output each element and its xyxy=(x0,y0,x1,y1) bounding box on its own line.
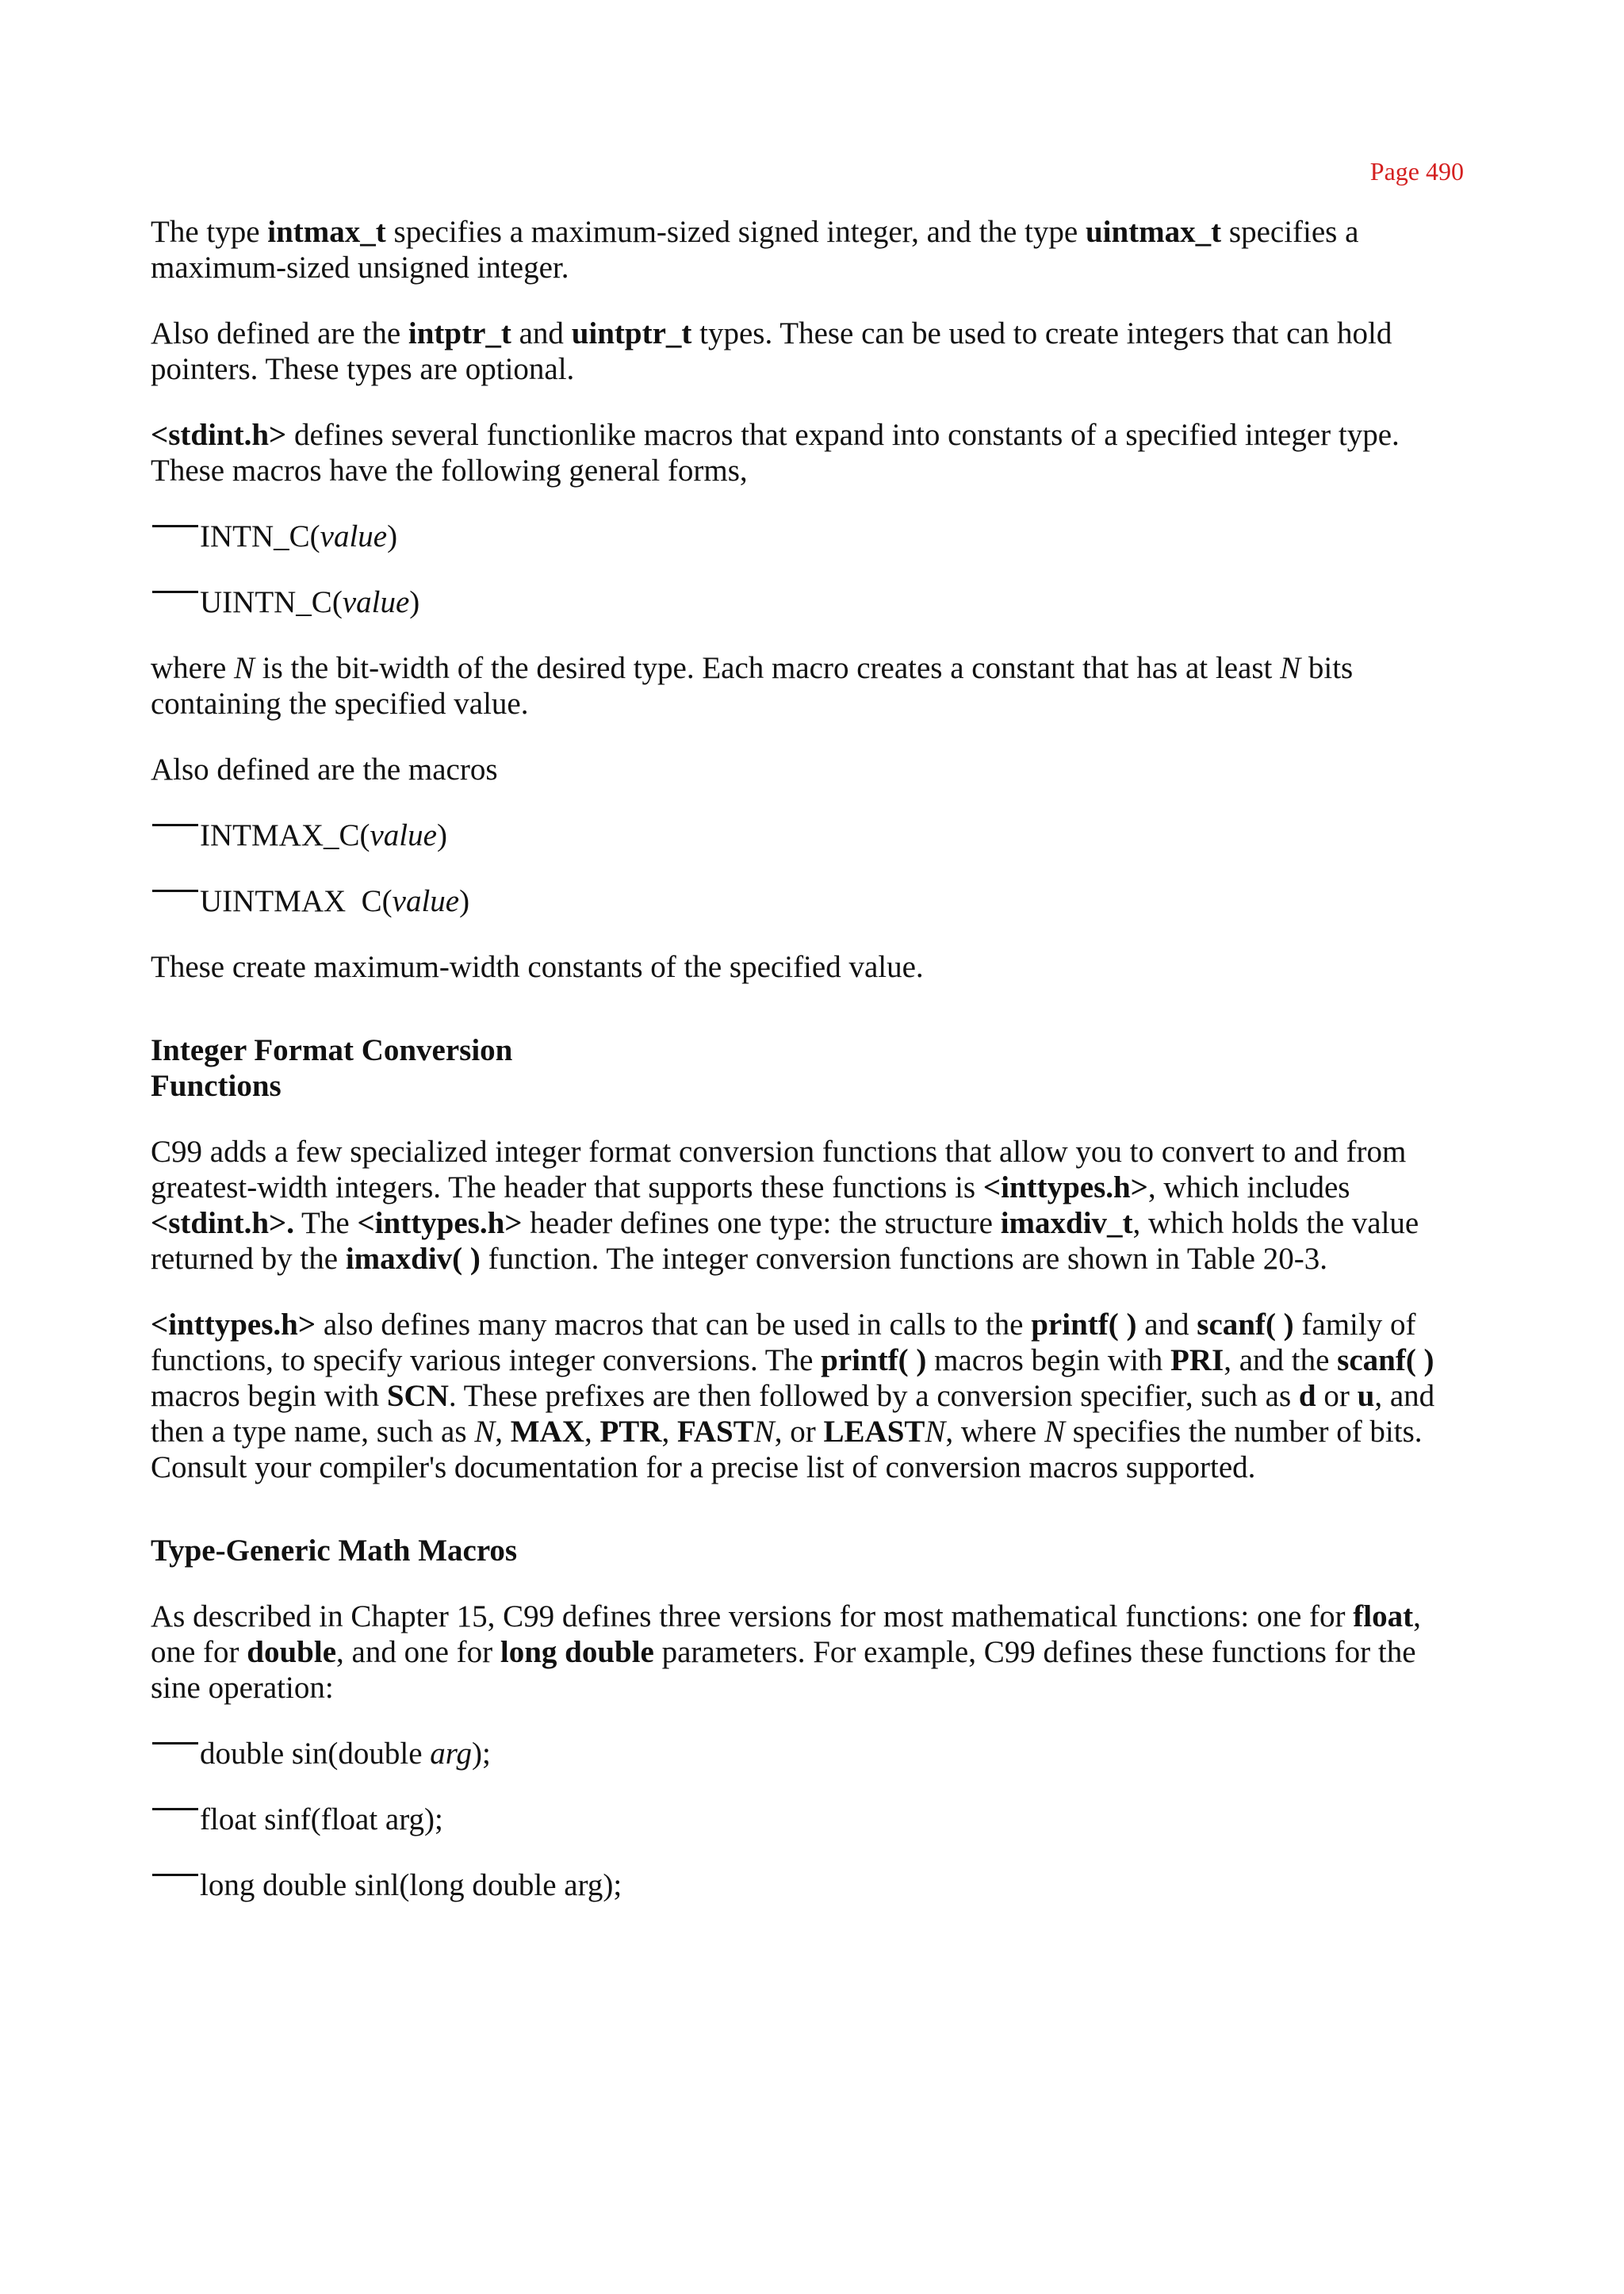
section-heading-type-generic: Type-Generic Math Macros xyxy=(151,1534,518,1568)
paragraph-math-versions: As described in Chapter 15, C99 defines three versions for most mathematical functions: one for float, one for double, and one for long double parameters. For example, C99 defines these functions for the sine operation: xyxy=(151,1599,1421,1705)
type-name: uintptr_t xyxy=(571,316,692,350)
dash-bullet-icon xyxy=(152,525,198,527)
dash-bullet-icon xyxy=(152,1808,198,1810)
list-item-code: double sin(double arg); xyxy=(151,1736,1467,1771)
list-item-macro: INTN_C(value) xyxy=(151,519,1467,554)
page-body xyxy=(151,214,1467,1933)
type-name: intmax_t xyxy=(267,215,386,249)
list-item-macro: INTMAX_C(value) xyxy=(151,818,1467,853)
paragraph-stdint-macros: <stdint.h> defines several functionlike macros that expand into constants of a specified integer type. These macros have the following general forms, xyxy=(151,418,1400,488)
paragraph-also-macros: Also defined are the macros xyxy=(151,753,498,787)
dash-bullet-icon xyxy=(152,824,198,826)
dash-bullet-icon xyxy=(152,890,198,892)
section-heading-integer-format: Integer Format Conversion Functions xyxy=(151,1033,513,1103)
page-number: Page 490 xyxy=(1369,157,1464,186)
list-item-macro: UINTN_C(value) xyxy=(151,584,1467,620)
type-name: intptr_t xyxy=(408,316,511,350)
paragraph-bit-width: where N is the bit-width of the desired type. Each macro creates a constant that has at least N bits containing the specified value. xyxy=(151,651,1354,721)
type-name: uintmax_t xyxy=(1085,215,1222,249)
paragraph-intmax: The type intmax_t specifies a maximum-sized signed integer, and the type uintmax_t specifies a maximum-sized unsigned integer. xyxy=(151,215,1359,285)
list-item-code: long double sinl(long double arg); xyxy=(151,1867,1467,1903)
paragraph-max-width: These create maximum-width constants of the specified value. xyxy=(151,950,924,984)
dash-bullet-icon xyxy=(152,1874,198,1876)
header-name: <stdint.h> xyxy=(151,418,287,452)
dash-bullet-icon xyxy=(152,591,198,593)
dash-bullet-icon xyxy=(152,1742,198,1744)
paragraph-inttypes-macros: <inttypes.h> also defines many macros that can be used in calls to the printf( ) and scanf( ) family of functions, to specify various integer conversions. The printf( ) macros begin with PRI, and the scanf( ) macros begin with SCN. These prefixes are then followed by a conversion specifier, such as d or u, and then a type name, such as N, MAX, PTR, FASTN, or LEASTN, where N specifies the number of bits. Consult your compiler's documentation for a precise list of conversion macros supported. xyxy=(151,1308,1435,1484)
paragraph-intptr: Also defined are the intptr_t and uintptr_t types. These can be used to create integers that can hold pointers. These types are optional. xyxy=(151,316,1392,386)
list-item-code: float sinf(float arg); xyxy=(151,1802,1467,1837)
paragraph-c99-conversion: C99 adds a few specialized integer format conversion functions that allow you to convert to and from greatest-width integers. The header that supports these functions is <inttypes.h>, which includes <stdint.h>. The <inttypes.h> header defines one type: the structure imaxdiv_t, which holds the value returned by the imaxdiv( ) function. The integer conversion functions are shown in Table 20-3. xyxy=(151,1135,1419,1276)
list-item-macro: UINTMAX C(value) xyxy=(151,883,1467,919)
